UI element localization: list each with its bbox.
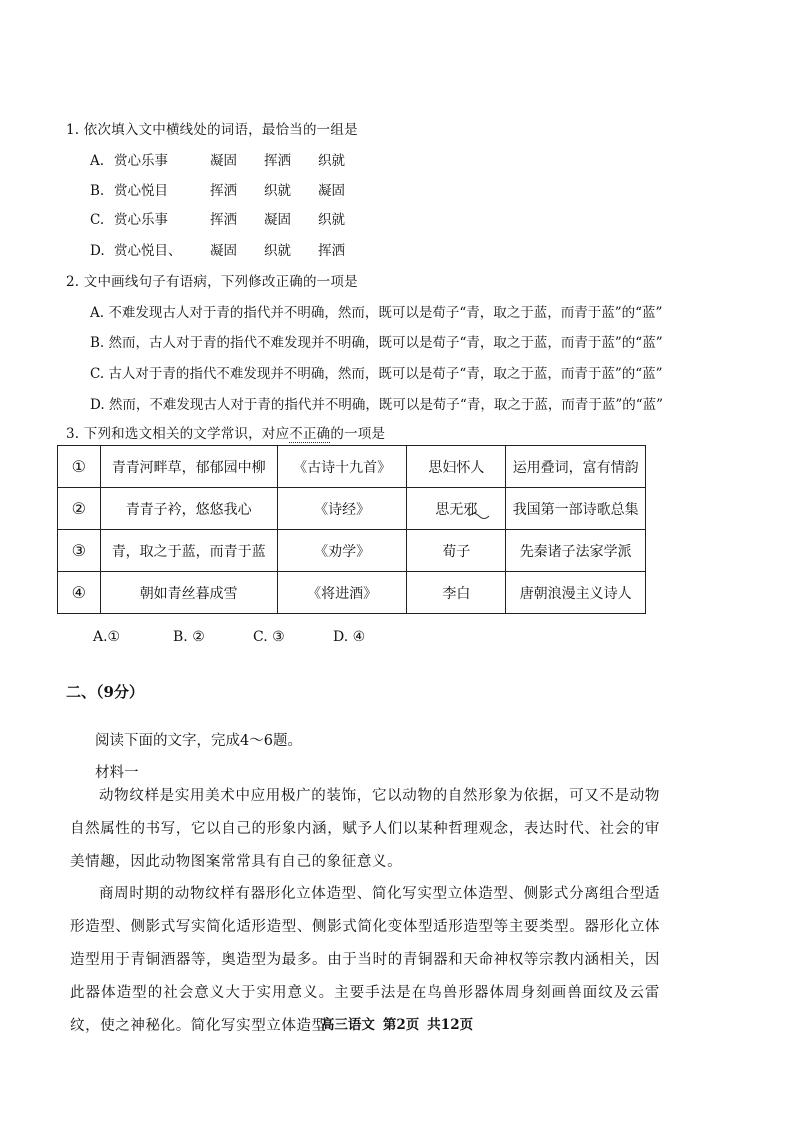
q3-stem-after: 的一项是 [330, 426, 386, 442]
footer-subject: 高三语文 [320, 1017, 375, 1033]
table-row [58, 446, 646, 488]
q1-stem: 1. 依次填入文中横线处的词语，最恰当的一组是 [66, 122, 358, 138]
material-paragraph-1 [70, 780, 660, 879]
footer-page: 第2页 [382, 1017, 420, 1033]
handwritten-mark-icon [468, 510, 490, 522]
verse-cell: 朝如青丝暮成雪 [100, 572, 277, 614]
q3-answer-d: D. ④ [333, 629, 366, 645]
q1-option-word: 挥洒 [264, 153, 291, 169]
row-number: ② [58, 488, 101, 530]
row-number: ④ [58, 572, 101, 614]
row-number: ① [58, 446, 101, 488]
q3-stem-before: 3. 下列和选文相关的文学常识，对应 [66, 426, 290, 442]
q1-option-a [90, 149, 372, 169]
table-row [58, 572, 646, 614]
q1-option-word: 赏心乐事 [114, 212, 168, 228]
q3-answer-choices [93, 629, 413, 645]
q2-option-d: D. 然而，不难发现古人对于青的指代并不明确，既可以是荀子“青，取之于蓝，而青于蓝”的“蓝” [90, 397, 664, 413]
q1-option-c [90, 208, 372, 228]
note-cell: 运用叠词，富有情韵 [506, 446, 646, 488]
q2-option-a: A. 不难发现古人对于青的指代并不明确，然而，既可以是荀子“青，取之于蓝，而青于蓝”的“蓝” [90, 305, 663, 321]
q1-option-label: A. [90, 153, 105, 169]
section-title: 二、（9分） [66, 683, 144, 701]
q2-option-b: B. 然而，古人对于青的指代不难发现并不明确，既可以是荀子“青，取之于蓝，而青于蓝”的“蓝” [90, 335, 663, 351]
q1-option-word: 凝固 [318, 183, 345, 199]
q2-stem: 2. 文中画线句子有语病，下列修改正确的一项是 [66, 274, 358, 290]
paragraph-text: 动物纹样是实用美术中应用极广的装饰，它以动物的自然形象为依据，可又不是动物自然属性的书写，它以自己的形象内涵，赋予人们以某种哲理观念，表达时代、社会的审美情趣，因此动物图案常常具有自己的象征意义。 [70, 788, 660, 870]
table-row [58, 530, 646, 572]
row-number: ③ [58, 530, 101, 572]
section-instruction: 阅读下面的文字，完成4～6题。 [95, 733, 302, 749]
note-cell: 先秦诸子法家学派 [506, 530, 646, 572]
q1-option-word: 赏心悦目、 [114, 243, 182, 259]
q1-option-word: 挥洒 [210, 212, 237, 228]
work-cell: 《劝学》 [277, 530, 407, 572]
q1-option-word: 挥洒 [210, 183, 237, 199]
q1-option-word: 织就 [264, 243, 291, 259]
work-cell: 《将进酒》 [277, 572, 407, 614]
q1-option-word: 织就 [264, 183, 291, 199]
theme-cell: 李白 [407, 572, 506, 614]
literature-table [57, 445, 646, 614]
q3-answer-c: C. ③ [253, 629, 285, 645]
q3-answer-a: A.① [93, 629, 121, 645]
work-cell: 《诗经》 [277, 488, 407, 530]
q1-option-word: 凝固 [264, 212, 291, 228]
q1-option-word: 挥洒 [318, 243, 345, 259]
note-cell: 我国第一部诗歌总集 [506, 488, 646, 530]
q1-option-word: 赏心乐事 [114, 153, 168, 169]
q1-option-d [90, 239, 372, 259]
verse-cell: 青青子衿，悠悠我心 [100, 488, 277, 530]
q1-option-word: 赏心悦目 [114, 183, 168, 199]
paragraph-text: 商周时期的动物纹样有器形化立体造型、简化写实型立体造型、侧影式分离组合型适形造型、侧影式写实简化适形造型、侧影式简化变体型适形造型等主要类型。器形化立体造型用于青铜酒器等，奥造型为最多。由于当时的青铜器和天命神权等宗教内涵相关，因此器体造型的社会意义大于实用意义。主要手法是在鸟兽形器体周身刻画兽面纹及云雷纹，使之神秘化。简化写实型立体造型 [70, 886, 660, 1034]
q3-stem-emphasis: 不正确 [289, 426, 331, 442]
q1-option-label: B. [90, 183, 105, 199]
q1-option-b [90, 179, 372, 199]
q3-stem [66, 422, 385, 442]
theme-cell: 思无邪 [407, 488, 506, 530]
page-footer [0, 1013, 794, 1033]
verse-cell: 青，取之于蓝，而青于蓝 [100, 530, 277, 572]
theme-cell: 荀子 [407, 530, 506, 572]
material-label: 材料一 [95, 765, 139, 781]
verse-cell: 青青河畔草，郁郁园中柳 [100, 446, 277, 488]
q2-option-c: C. 古人对于青的指代不难发现并不明确，然而，既可以是荀子“青，取之于蓝，而青于蓝”的“蓝” [90, 366, 663, 382]
q1-option-label: C. [90, 212, 105, 228]
q3-answer-b: B. ② [173, 629, 205, 645]
theme-cell: 思妇怀人 [407, 446, 506, 488]
q1-option-label: D. [90, 243, 105, 259]
footer-total: 共12页 [427, 1017, 474, 1033]
q1-option-word: 凝固 [210, 243, 237, 259]
table-row [58, 488, 646, 530]
q1-option-word: 织就 [318, 212, 345, 228]
work-cell: 《古诗十九首》 [277, 446, 407, 488]
q1-option-word: 凝固 [210, 153, 237, 169]
q1-option-word: 织就 [318, 153, 345, 169]
note-cell: 唐朝浪漫主义诗人 [506, 572, 646, 614]
